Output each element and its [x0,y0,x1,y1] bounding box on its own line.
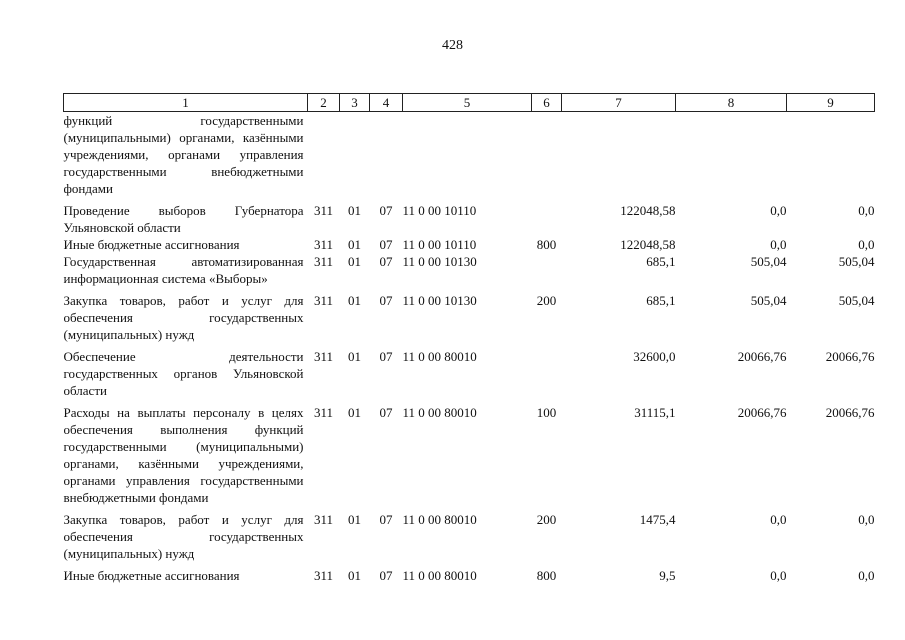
column-number-header: 7 [562,94,676,112]
ministry-code: 311 [313,254,334,269]
amount-column-9: 20066,76 [825,405,875,420]
budget-table [63,93,875,584]
amount-column-7: 685,1 [646,254,676,269]
section-code: 01 [348,254,361,269]
target-article-code: 11 0 00 80010 [402,349,477,364]
table-row [64,112,875,198]
amount-column-8: 0,0 [770,512,787,527]
ministry-code: 311 [313,512,334,527]
section-code: 01 [348,349,361,364]
column-number-header: 6 [532,94,562,112]
expense-name: Обеспечение деятельности государственных органов Ульяновской области [63,349,304,398]
ministry-code: 311 [313,203,334,218]
column-number-header: 2 [308,94,340,112]
amount-column-8: 505,04 [750,254,787,269]
section-code [340,112,370,198]
target-article-code: 11 0 00 80010 [402,568,477,583]
page-number: 428 [442,38,463,53]
table-row [64,506,875,562]
amount-column-7: 32600,0 [633,349,676,364]
column-number-header: 5 [403,94,532,112]
ministry-code: 311 [313,237,334,252]
subsection-code: 07 [379,203,393,218]
table-row [64,253,875,287]
amount-column-9 [787,112,875,198]
ministry-code [308,112,340,198]
expense-type-code [532,197,562,236]
amount-column-8: 505,04 [750,293,787,308]
subsection-code: 07 [379,293,393,308]
target-article-code [403,112,532,198]
ministry-code: 311 [313,293,334,308]
amount-column-8: 0,0 [770,237,787,252]
target-article-code: 11 0 00 10130 [402,293,477,308]
amount-column-7: 1475,4 [639,512,676,527]
expense-name: Государственная автоматизированная информационная система «Выборы» [63,254,304,286]
amount-column-9: 505,04 [838,293,875,308]
table-row [64,343,875,399]
amount-column-7: 122048,58 [620,203,676,218]
expense-name: Проведение выборов Губернатора Ульяновской области [63,203,304,235]
ministry-code: 311 [313,405,334,420]
amount-column-8: 0,0 [770,568,787,583]
section-code: 01 [348,512,361,527]
amount-column-9: 505,04 [838,254,875,269]
amount-column-8: 20066,76 [737,405,787,420]
target-article-code: 11 0 00 10110 [402,203,477,218]
subsection-code: 07 [379,237,393,252]
amount-column-7: 685,1 [646,293,676,308]
subsection-code: 07 [379,512,393,527]
target-article-code: 11 0 00 80010 [402,512,477,527]
table-row [64,562,875,584]
table-row [64,287,875,343]
subsection-code: 07 [379,254,393,269]
expense-type-code: 800 [536,237,557,252]
expense-name: функций государственными (муниципальными) органами, казёнными учреждениями, органами управления государственными внебюджетными фондами [63,113,304,196]
section-code: 01 [348,293,361,308]
section-code: 01 [348,405,361,420]
target-article-code: 11 0 00 10110 [402,237,477,252]
amount-column-9: 0,0 [858,237,875,252]
expense-name: Расходы на выплаты персоналу в целях обеспечения выполнения функций государственными (муниципальными) органами, казёнными учреждениями, органами управления государственными внебюджетными фондами [63,405,304,505]
amount-column-9: 0,0 [858,203,875,218]
amount-column-7: 31115,1 [634,405,676,420]
expense-name: Закупка товаров, работ и услуг для обеспечения государственных (муниципальных) нужд [63,293,304,342]
target-article-code: 11 0 00 80010 [402,405,477,420]
expense-type-code: 100 [536,405,557,420]
amount-column-8: 20066,76 [737,349,787,364]
column-number-header: 8 [676,94,787,112]
expense-name: Иные бюджетные ассигнования [63,568,240,583]
amount-column-7 [562,112,676,198]
table-row [64,197,875,236]
ministry-code: 311 [313,349,334,364]
column-number-header: 1 [64,94,308,112]
section-code: 01 [348,568,361,583]
expense-type-code: 800 [536,568,557,583]
amount-column-7: 122048,58 [620,237,676,252]
table-row [64,236,875,253]
subsection-code: 07 [379,568,393,583]
amount-column-8: 0,0 [770,203,787,218]
subsection-code: 07 [379,405,393,420]
section-code: 01 [348,203,361,218]
ministry-code: 311 [313,568,334,583]
amount-column-8 [676,112,787,198]
expense-type-code [532,343,562,399]
amount-column-9: 0,0 [858,512,875,527]
amount-column-9: 20066,76 [825,349,875,364]
expense-type-code [532,112,562,198]
amount-column-7: 9,5 [659,568,676,583]
expense-type-code: 200 [536,512,557,527]
expense-type-code: 200 [536,293,557,308]
expense-name: Закупка товаров, работ и услуг для обеспечения государственных (муниципальных) нужд [63,512,304,561]
table-row [64,399,875,506]
section-code: 01 [348,237,361,252]
column-number-header-row [64,94,875,112]
column-number-header: 3 [340,94,370,112]
subsection-code: 07 [379,349,393,364]
target-article-code: 11 0 00 10130 [402,254,477,269]
expense-type-code [532,253,562,287]
expense-name: Иные бюджетные ассигнования [63,237,240,252]
amount-column-9: 0,0 [858,568,875,583]
column-number-header: 4 [370,94,403,112]
subsection-code [370,112,403,198]
column-number-header: 9 [787,94,875,112]
